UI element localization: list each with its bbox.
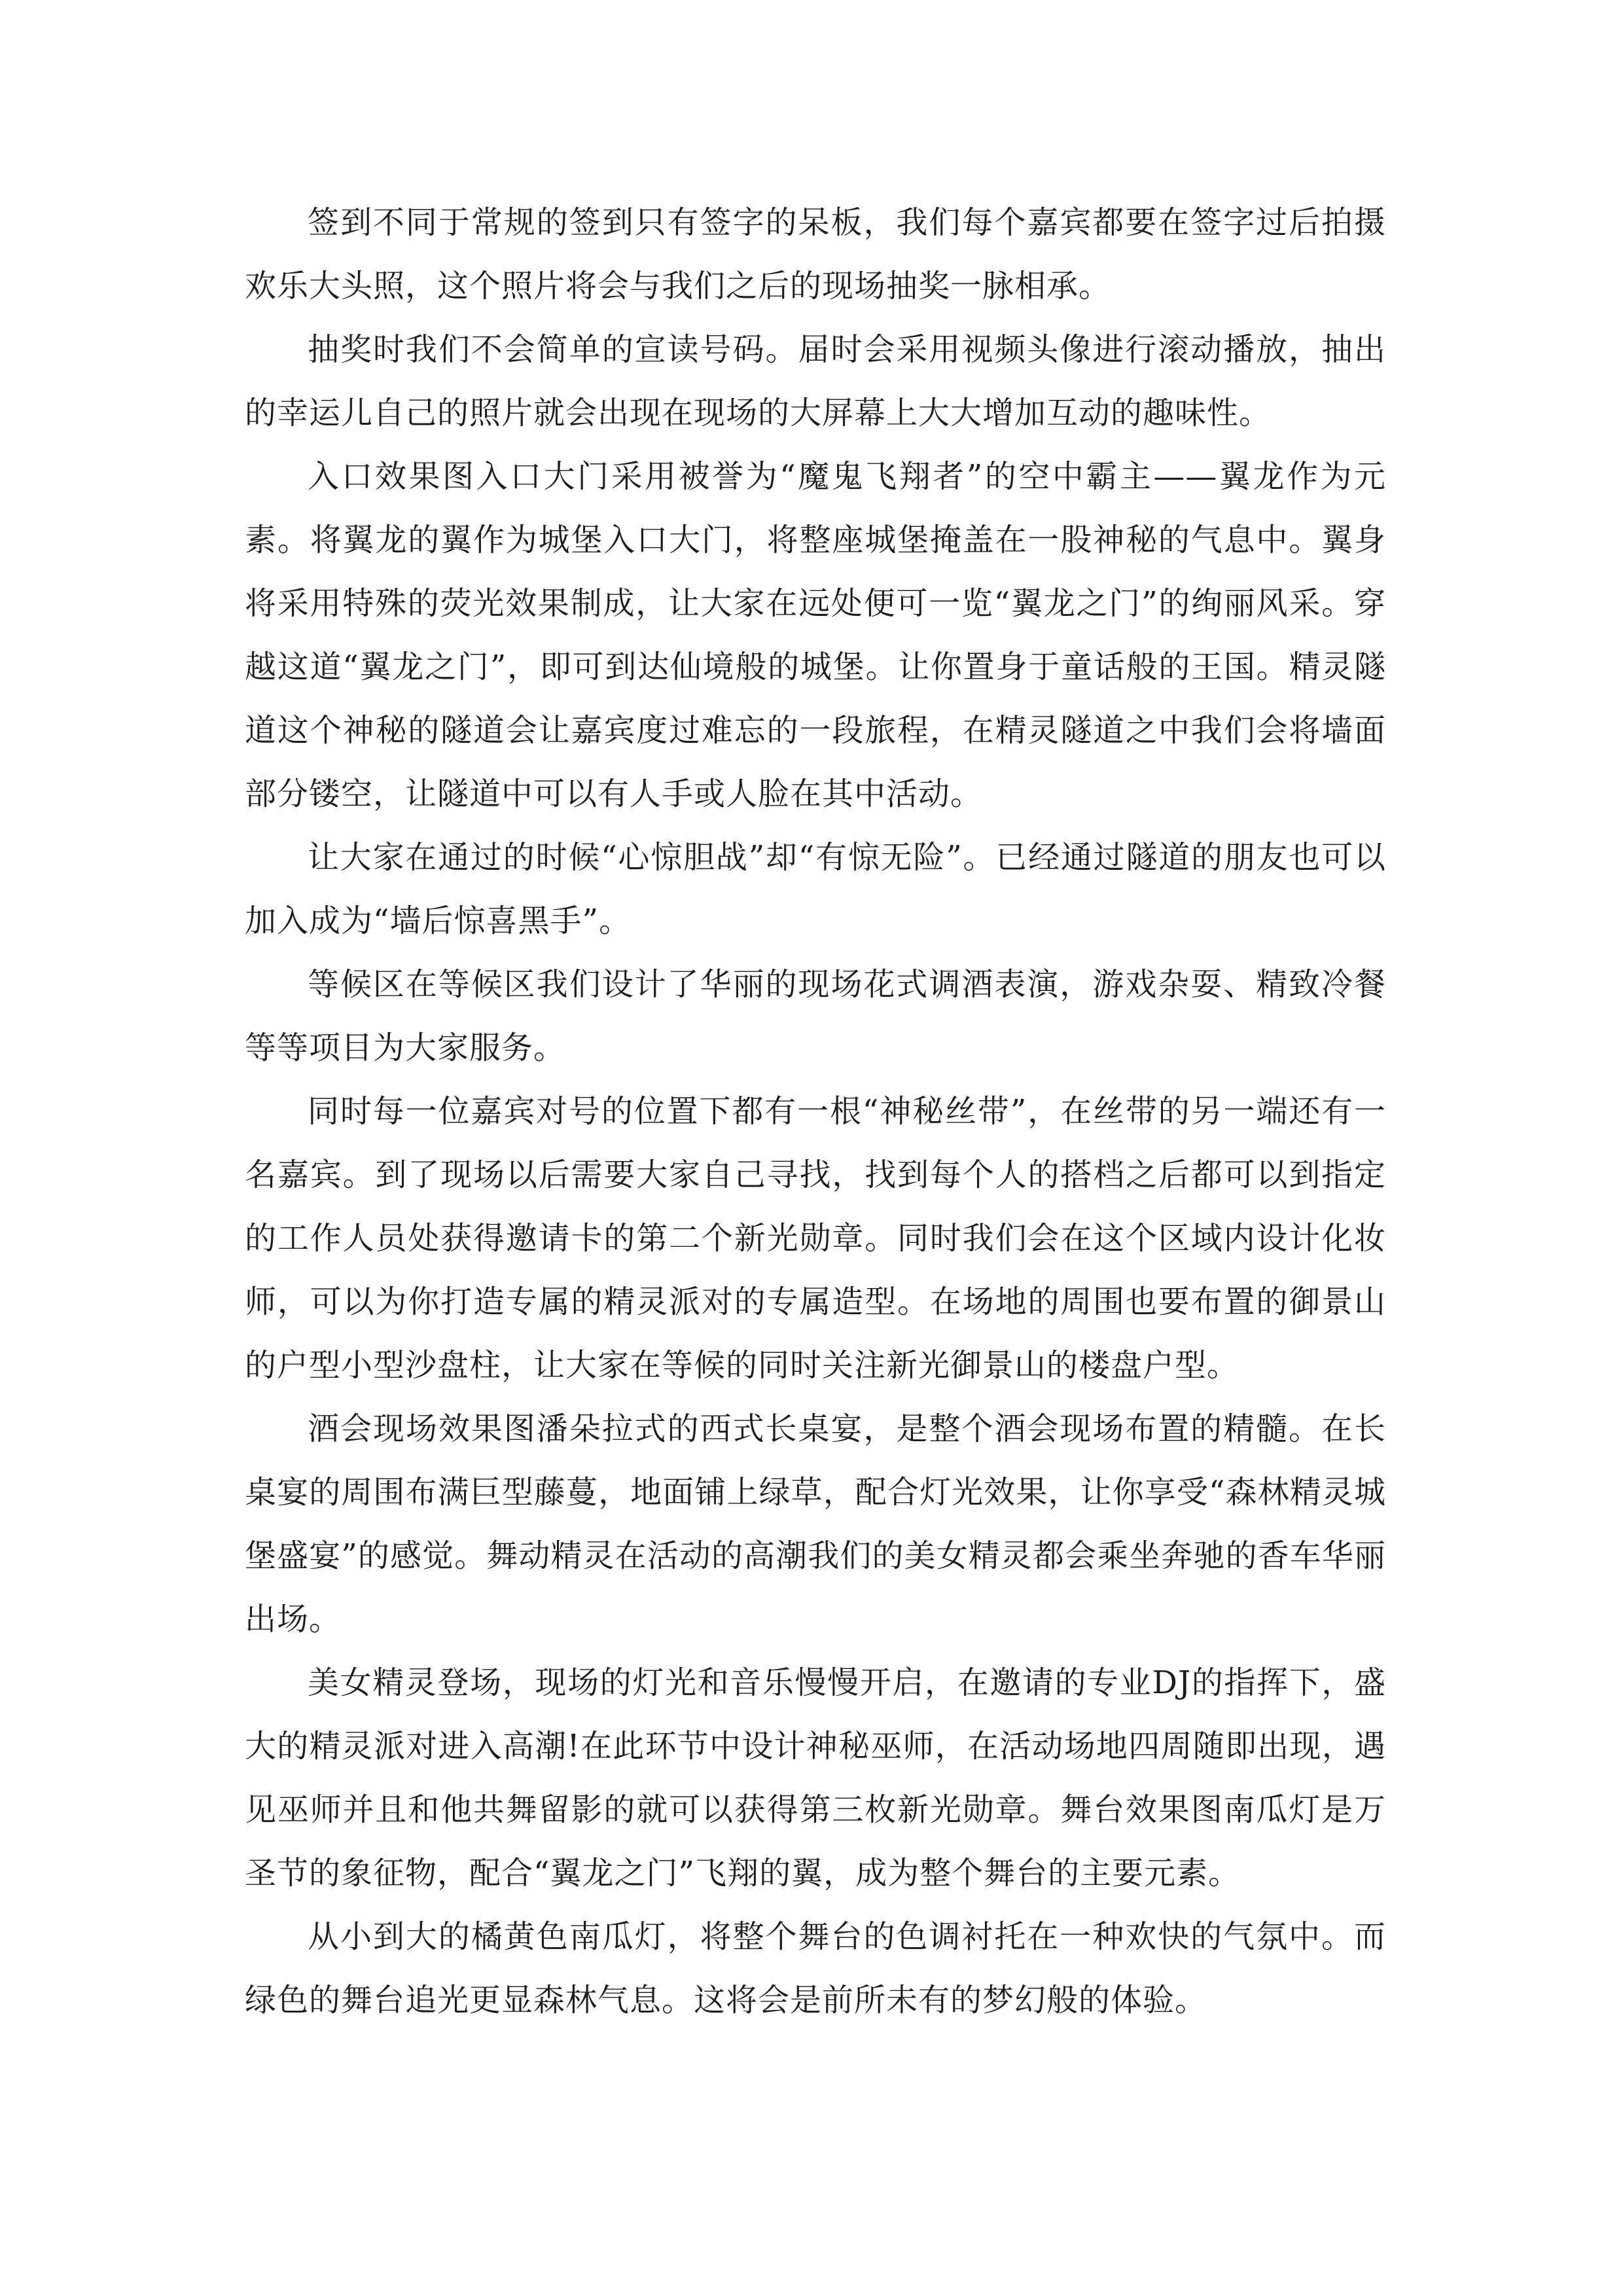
document-body — [245, 191, 1386, 2032]
paragraph-ribbon: 同时每一位嘉宾对号的位置下都有一根“神秘丝带”，在丝带的另一端还有一名嘉宾。到了现场以后需要大家自己寻找，找到每个人的搭档之后都可以到指定的工作人员处获得邀请卡的第二个新光勋章。同时我们会在这个区域内设计化妆师，可以为你打造专属的精灵派对的专属造型。在场地的周围也要布置的御景山的户型小型沙盘柱，让大家在等候的同时关注新光御景山的楼盘户型。 — [245, 1093, 1386, 1384]
paragraph-check-in: 签到不同于常规的签到只有签字的呆板，我们每个嘉宾都要在签字过后拍摄欢乐大头照，这个照片将会与我们之后的现场抽奖一脉相承。 — [245, 204, 1386, 304]
paragraph-stage: 从小到大的橘黄色南瓜灯，将整个舞台的色调衬托在一种欢快的气氛中。而绿色的舞台追光更显森林气息。这将会是前所未有的梦幻般的体验。 — [245, 1918, 1386, 2018]
paragraph-banquet: 酒会现场效果图潘朵拉式的西式长桌宴，是整个酒会现场布置的精髓。在长桌宴的周围布满巨型藤蔓，地面铺上绿草，配合灯光效果，让你享受“森林精灵城堡盛宴”的感觉。舞动精灵在活动的高潮我们的美女精灵都会乘坐奔驰的香车华丽出场。 — [245, 1410, 1386, 1638]
paragraph-tunnel: 让大家在通过的时候“心惊胆战”却“有惊无险”。已经通过隧道的朋友也可以加入成为“墙后惊喜黑手”。 — [245, 839, 1386, 939]
paragraph-waiting-area: 等候区在等候区我们设计了华丽的现场花式调酒表演，游戏杂耍、精致冷餐等等项目为大家服务。 — [245, 966, 1386, 1066]
paragraph-lottery: 抽奖时我们不会简单的宣读号码。届时会采用视频头像进行滚动播放，抽出的幸运儿自己的照片就会出现在现场的大屏幕上大大增加互动的趣味性。 — [245, 331, 1386, 431]
paragraph-party-climax: 美女精灵登场，现场的灯光和音乐慢慢开启，在邀请的专业DJ的指挥下，盛大的精灵派对进入高潮!在此环节中设计神秘巫师，在活动场地四周随即出现，遇见巫师并且和他共舞留影的就可以获得第三枚新光勋章。舞台效果图南瓜灯是万圣节的象征物，配合“翼龙之门”飞翔的翼，成为整个舞台的主要元素。 — [245, 1664, 1386, 1892]
paragraph-entrance: 入口效果图入口大门采用被誉为“魔鬼飞翔者”的空中霸主——翼龙作为元素。将翼龙的翼作为城堡入口大门，将整座城堡掩盖在一股神秘的气息中。翼身将采用特殊的荧光效果制成，让大家在远处便可一览“翼龙之门”的绚丽风采。穿越这道“翼龙之门”，即可到达仙境般的城堡。让你置身于童话般的王国。精灵隧道这个神秘的隧道会让嘉宾度过难忘的一段旅程，在精灵隧道之中我们会将墙面部分镂空，让隧道中可以有人手或人脸在其中活动。 — [245, 458, 1386, 812]
